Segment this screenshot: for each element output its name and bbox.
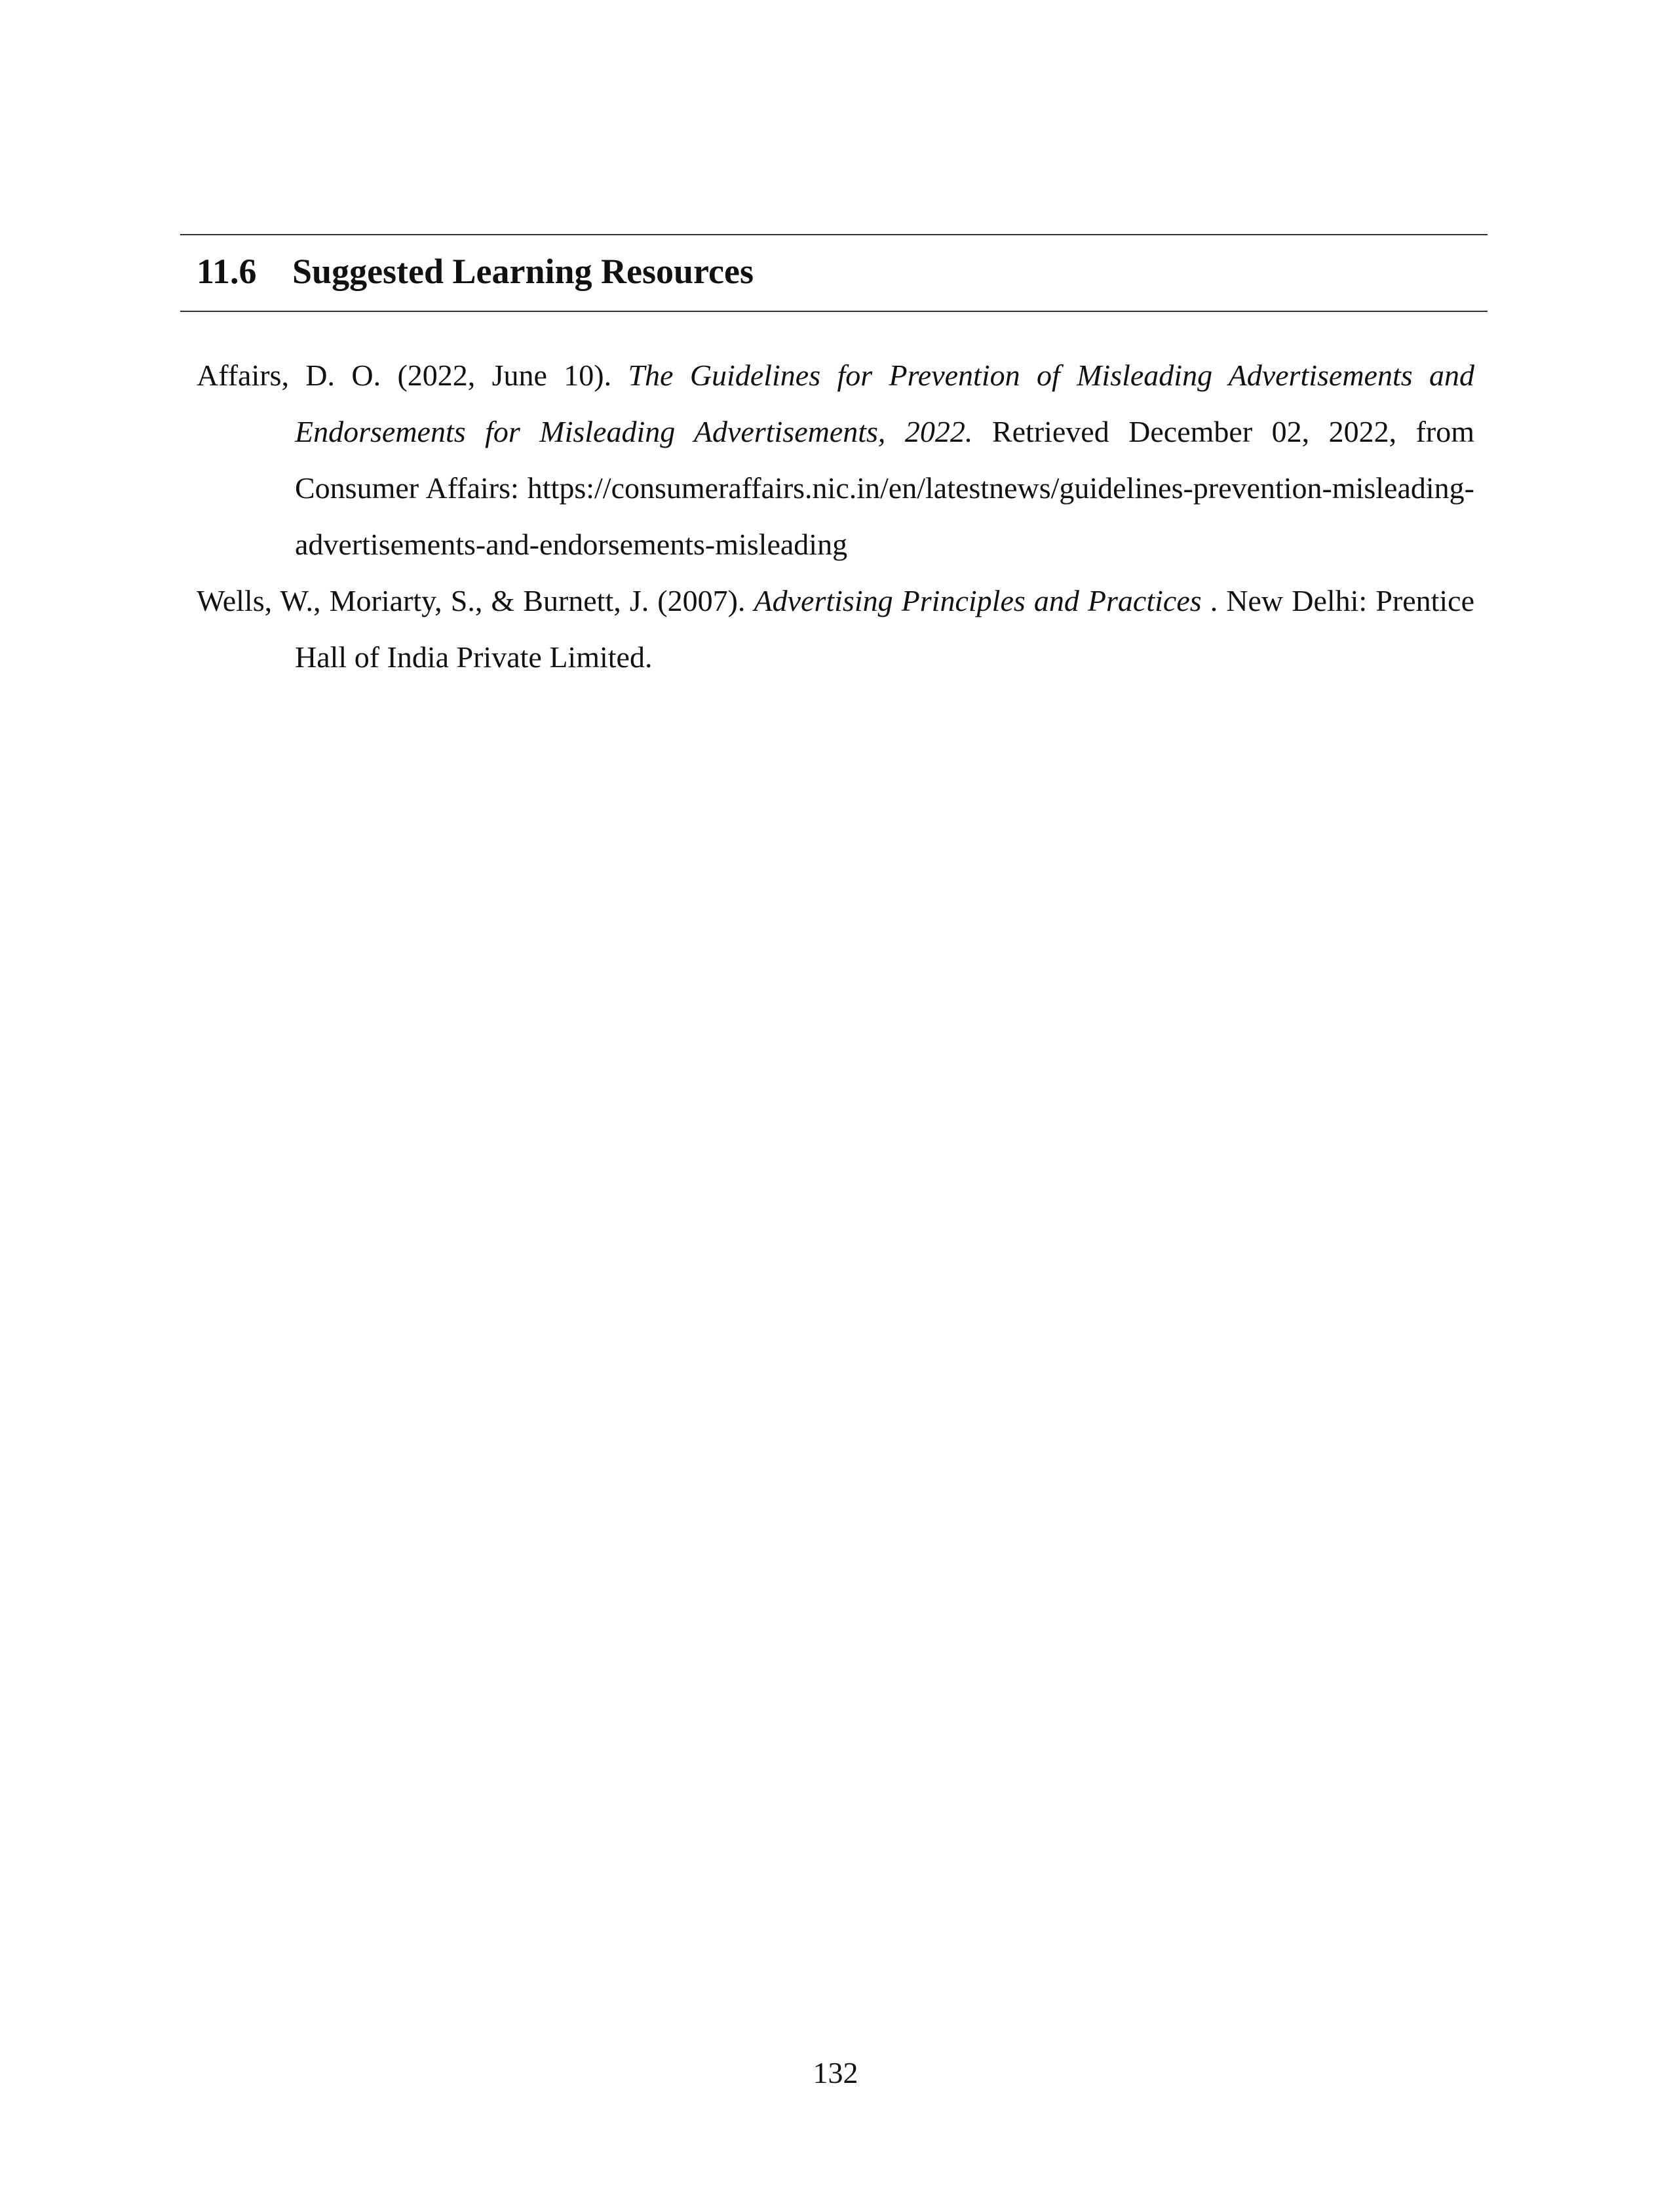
- reference-authors-date: Wells, W., Moriarty, S., & Burnett, J. (2007).: [197, 584, 754, 617]
- reference-item: [197, 573, 1474, 686]
- reference-authors-date: Affairs, D. O. (2022, June 10).: [197, 359, 628, 392]
- page-number: 132: [813, 2056, 858, 2089]
- reference-source: Retrieved December 02, 2022, from Consumer Affairs:: [295, 415, 1474, 505]
- reference-item: [197, 347, 1474, 573]
- reference-list: [197, 347, 1474, 686]
- section-title: Suggested Learning Resources: [292, 252, 754, 291]
- reference-url: https://consumeraffairs.nic.in/en/latestnews/guidelines-prevention-misleading-advertisements-and-endorsements-misleading: [295, 471, 1474, 561]
- section-number: 11.6: [197, 252, 257, 291]
- reference-title: Advertising Principles and Practices: [754, 584, 1202, 617]
- reference-publisher: . New Delhi: Prentice Hall of India Private Limited.: [295, 584, 1475, 674]
- heading-bottom-rule: [180, 311, 1488, 312]
- section-heading: [197, 250, 754, 293]
- reference-title: The Guidelines for Prevention of Misleading Advertisements and Endorsements for Misleading Advertisements, 2022.: [295, 359, 1474, 448]
- heading-top-rule: [180, 234, 1488, 235]
